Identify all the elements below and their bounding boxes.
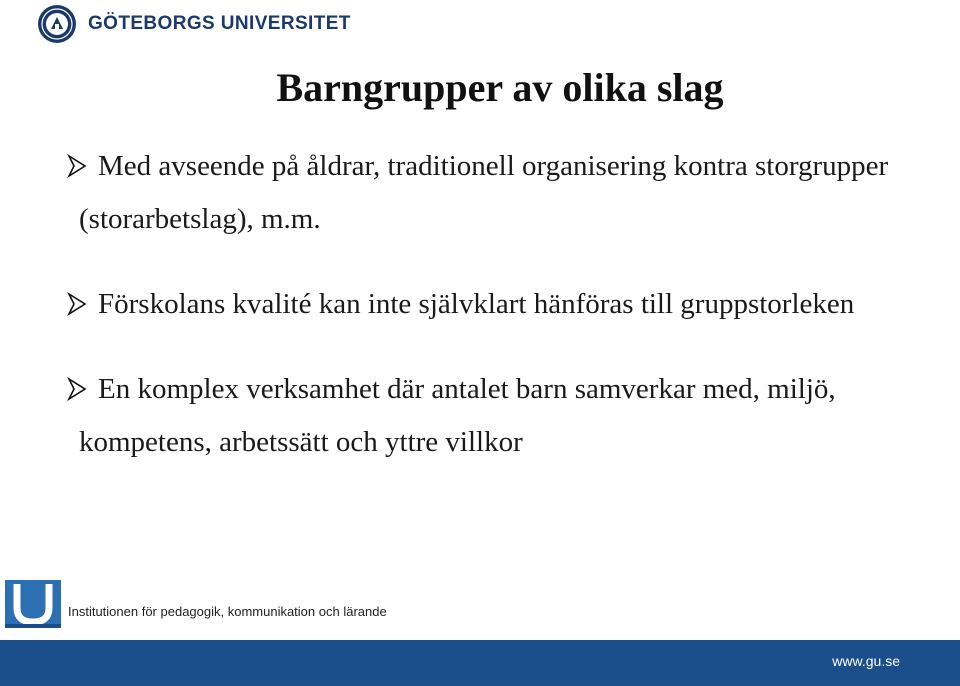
arrow-bullet-icon [67,377,87,401]
website-link[interactable]: www.gu.se [832,653,900,669]
bullet-text: Med avseende på åldrar, traditionell organisering kontra storgrupper (storarbetslag), m.m. [79,150,889,235]
university-seal-icon [37,4,77,44]
department-name: Institutionen för pedagogik, kommunikation och lärande [68,604,387,619]
slide-header [0,0,960,52]
university-name: GÖTEBORGS UNIVERSITET [88,13,351,34]
bullet-item [73,140,933,246]
footer-bar [0,640,960,686]
bullet-list [73,140,933,469]
bullet-text: En komplex verksamhet där antalet barn samverkar med, miljö, kompetens, arbetssätt och yttre villkor [79,373,836,458]
arrow-bullet-icon [67,292,87,316]
gu-u-logo-icon [5,580,61,628]
arrow-bullet-icon [67,154,87,178]
bullet-item [73,278,933,331]
bullet-item [73,363,933,469]
bullet-text: Förskolans kvalité kan inte självklart hänföras till gruppstorleken [98,288,855,320]
slide-title: Barngrupper av olika slag [276,65,724,110]
